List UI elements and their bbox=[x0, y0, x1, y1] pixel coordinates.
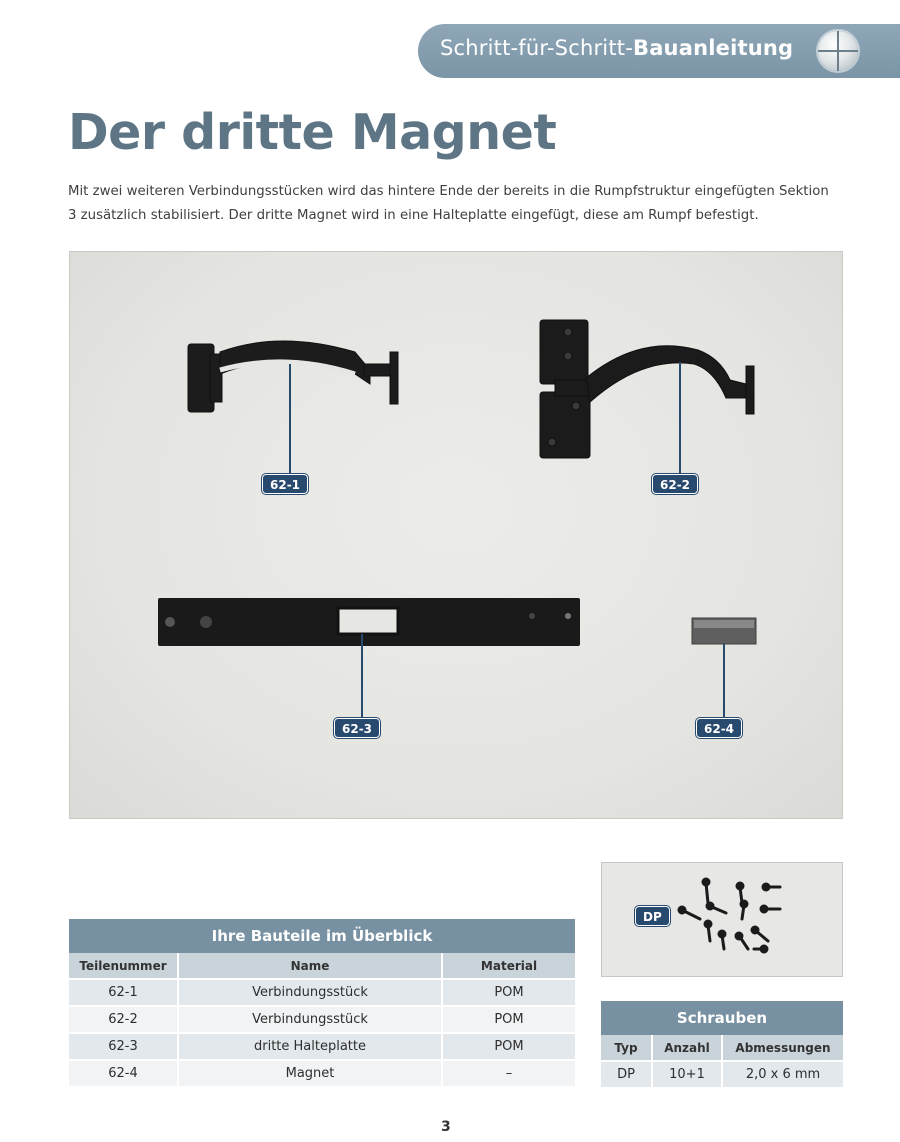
table-row bbox=[601, 1062, 843, 1089]
label-dp: DP bbox=[635, 906, 670, 926]
table-row bbox=[69, 980, 575, 1007]
header-title-bold: Bauanleitung bbox=[632, 36, 794, 60]
part-material: POM bbox=[443, 1034, 575, 1061]
label-62-4: 62-4 bbox=[696, 718, 742, 738]
part-62-2-shape bbox=[540, 320, 754, 458]
part-number: 62-4 bbox=[69, 1061, 179, 1088]
part-name: Verbindungsstück bbox=[179, 980, 443, 1007]
screw-dimensions: 2,0 x 6 mm bbox=[723, 1062, 843, 1089]
screws-photo bbox=[601, 862, 843, 977]
page-number: 3 bbox=[441, 1119, 451, 1135]
page-title bbox=[68, 104, 556, 161]
screw-table-caption: Schrauben bbox=[601, 1001, 843, 1035]
globe-icon bbox=[818, 31, 858, 71]
label-62-3: 62-3 bbox=[334, 718, 380, 738]
parts-photo bbox=[69, 251, 843, 819]
table-row bbox=[69, 1061, 575, 1088]
table-row bbox=[69, 1034, 575, 1061]
part-name: Verbindungsstück bbox=[179, 1007, 443, 1034]
page-title-regular: Der dritte bbox=[68, 104, 351, 161]
label-62-2: 62-2 bbox=[652, 474, 698, 494]
parts-header-name: Name bbox=[179, 953, 443, 980]
screw-header-count: Anzahl bbox=[653, 1035, 723, 1062]
page-title-bold: Magnet bbox=[350, 104, 557, 161]
parts-table bbox=[69, 919, 575, 1088]
screw-table bbox=[601, 1001, 843, 1089]
part-material: POM bbox=[443, 980, 575, 1007]
table-row bbox=[69, 1007, 575, 1034]
part-number: 62-2 bbox=[69, 1007, 179, 1034]
part-name: dritte Halteplatte bbox=[179, 1034, 443, 1061]
screw-type: DP bbox=[601, 1062, 653, 1089]
part-62-1-shape bbox=[188, 341, 398, 412]
screw-header-type: Typ bbox=[601, 1035, 653, 1062]
intro-text: Mit zwei weiteren Verbindungsstücken wird das hintere Ende der bereits in die Rumpfstruktur eingefügten Sektion 3 zusätzlich stabilisiert. Der dritte Magnet wird in eine Halteplatte eingefügt, diese am Rumpf befestigt. bbox=[68, 184, 829, 223]
parts-table-caption: Ihre Bauteile im Überblick bbox=[69, 919, 575, 953]
part-number: 62-1 bbox=[69, 980, 179, 1007]
header-tab bbox=[418, 24, 900, 78]
part-name: Magnet bbox=[179, 1061, 443, 1088]
part-material: – bbox=[443, 1061, 575, 1088]
header-title-regular: Schritt-für-Schritt- bbox=[440, 36, 633, 60]
part-material: POM bbox=[443, 1007, 575, 1034]
parts-header-material: Material bbox=[443, 953, 575, 980]
label-62-1: 62-1 bbox=[262, 474, 308, 494]
screw-count: 10+1 bbox=[653, 1062, 723, 1089]
parts-header-number: Teilenummer bbox=[69, 953, 179, 980]
header-title bbox=[440, 36, 793, 60]
screw-header-dimensions: Abmessungen bbox=[723, 1035, 843, 1062]
part-62-4-shape bbox=[692, 618, 756, 644]
part-62-3-shape bbox=[158, 598, 580, 646]
part-number: 62-3 bbox=[69, 1034, 179, 1061]
